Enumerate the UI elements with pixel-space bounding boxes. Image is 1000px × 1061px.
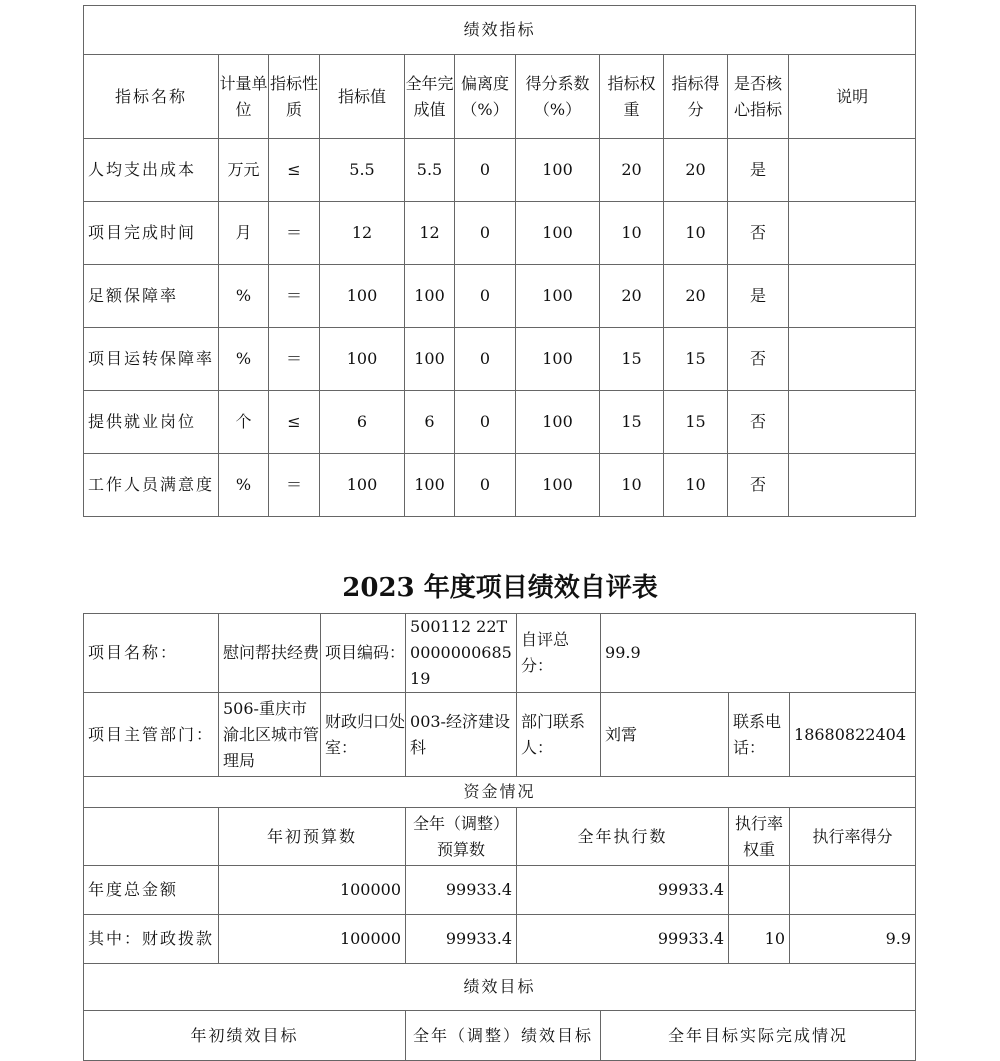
table-row [84, 139, 916, 202]
phone-label: 联系电话： [729, 693, 790, 777]
funding-executed: 99933.4 [517, 915, 729, 964]
indicator-unit: % [219, 454, 269, 517]
header-note: 说明 [789, 55, 916, 139]
indicator-section-title: 绩效指标 [84, 6, 916, 55]
indicator-nature: ＝ [269, 454, 320, 517]
header-actual: 全年完成值 [405, 55, 455, 139]
phone-value: 18680822404 [790, 693, 916, 777]
performance-indicator-table [83, 5, 916, 517]
indicator-score: 10 [664, 454, 728, 517]
indicator-target: 5.5 [320, 139, 405, 202]
indicator-target: 100 [320, 265, 405, 328]
table-row [84, 202, 916, 265]
header-core: 是否核心指标 [728, 55, 789, 139]
funding-initial: 100000 [219, 866, 406, 915]
indicator-unit: 个 [219, 391, 269, 454]
project-code-value: 500112 22T000000068519 [406, 614, 517, 693]
table-row [84, 866, 916, 915]
indicator-name: 项目完成时间 [84, 202, 219, 265]
header-exec-rate-weight: 执行率权重 [729, 808, 790, 866]
indicator-core: 否 [728, 202, 789, 265]
header-executed: 全年执行数 [517, 808, 729, 866]
indicator-weight: 10 [600, 202, 664, 265]
contact-label: 部门联系人： [517, 693, 601, 777]
goals-header-row [84, 1011, 916, 1061]
indicator-nature: ≤ [269, 139, 320, 202]
indicator-coefficient: 100 [516, 391, 600, 454]
indicator-coefficient: 100 [516, 454, 600, 517]
funding-section-title: 资金情况 [84, 777, 916, 808]
project-name-label: 项目名称： [84, 614, 219, 693]
header-initial-budget: 年初预算数 [219, 808, 406, 866]
table-row [84, 328, 916, 391]
indicator-score: 20 [664, 265, 728, 328]
goal-initial-header: 年初绩效目标 [84, 1011, 406, 1061]
indicator-score: 10 [664, 202, 728, 265]
indicator-score: 15 [664, 391, 728, 454]
header-indicator-name: 指标名称 [84, 55, 219, 139]
indicator-core: 是 [728, 139, 789, 202]
indicator-unit: % [219, 265, 269, 328]
funding-row-label: 其中：财政拨款 [84, 915, 219, 964]
indicator-nature: ＝ [269, 202, 320, 265]
indicator-weight: 15 [600, 391, 664, 454]
funding-row-label: 年度总金额 [84, 866, 219, 915]
dept-value: 506-重庆市渝北区城市管理局 [219, 693, 321, 777]
indicator-nature: ＝ [269, 265, 320, 328]
goals-section-title: 绩效目标 [84, 964, 916, 1011]
indicator-nature: ≤ [269, 391, 320, 454]
indicator-note [789, 202, 916, 265]
project-info-row [84, 614, 916, 693]
indicator-actual: 100 [405, 454, 455, 517]
goal-actual-header: 全年目标实际完成情况 [601, 1011, 916, 1061]
table-row [84, 454, 916, 517]
header-deviation: 偏离度（%） [455, 55, 516, 139]
indicator-core: 否 [728, 454, 789, 517]
contact-value: 刘霄 [601, 693, 729, 777]
indicator-actual: 100 [405, 265, 455, 328]
indicator-actual: 6 [405, 391, 455, 454]
funding-rate-weight: 10 [729, 915, 790, 964]
indicator-unit: % [219, 328, 269, 391]
indicator-coefficient: 100 [516, 265, 600, 328]
indicator-weight: 15 [600, 328, 664, 391]
indicator-score: 20 [664, 139, 728, 202]
funding-header-row [84, 808, 916, 866]
indicator-note [789, 265, 916, 328]
indicator-note [789, 454, 916, 517]
indicator-actual: 5.5 [405, 139, 455, 202]
table-row [84, 915, 916, 964]
table-row [84, 265, 916, 328]
indicator-nature: ＝ [269, 328, 320, 391]
funding-adjusted: 99933.4 [406, 915, 517, 964]
funding-executed: 99933.4 [517, 866, 729, 915]
department-info-row [84, 693, 916, 777]
indicator-target: 6 [320, 391, 405, 454]
indicator-name: 工作人员满意度 [84, 454, 219, 517]
indicator-unit: 万元 [219, 139, 269, 202]
self-evaluation-table [83, 613, 916, 1061]
indicator-coefficient: 100 [516, 139, 600, 202]
header-score: 指标得分 [664, 55, 728, 139]
goal-adjusted-header: 全年（调整）绩效目标 [406, 1011, 601, 1061]
header-target: 指标值 [320, 55, 405, 139]
project-code-label: 项目编码： [321, 614, 406, 693]
indicator-core: 是 [728, 265, 789, 328]
indicator-target: 12 [320, 202, 405, 265]
header-unit: 计量单位 [219, 55, 269, 139]
indicator-name: 人均支出成本 [84, 139, 219, 202]
funding-rate-score [790, 866, 916, 915]
indicator-deviation: 0 [455, 202, 516, 265]
indicator-target: 100 [320, 454, 405, 517]
indicator-unit: 月 [219, 202, 269, 265]
header-adjusted-budget: 全年（调整）预算数 [406, 808, 517, 866]
indicator-core: 否 [728, 391, 789, 454]
self-score-value: 99.9 [601, 614, 916, 693]
funding-rate-weight [729, 866, 790, 915]
funding-adjusted: 99933.4 [406, 866, 517, 915]
indicator-deviation: 0 [455, 454, 516, 517]
indicator-coefficient: 100 [516, 328, 600, 391]
header-nature: 指标性质 [269, 55, 320, 139]
header-weight: 指标权重 [600, 55, 664, 139]
indicator-deviation: 0 [455, 139, 516, 202]
finance-office-label: 财政归口处室： [321, 693, 406, 777]
indicator-core: 否 [728, 328, 789, 391]
indicator-score: 15 [664, 328, 728, 391]
header-exec-rate-score: 执行率得分 [790, 808, 916, 866]
indicator-note [789, 139, 916, 202]
indicator-deviation: 0 [455, 328, 516, 391]
indicator-deviation: 0 [455, 391, 516, 454]
indicator-actual: 100 [405, 328, 455, 391]
funding-initial: 100000 [219, 915, 406, 964]
funding-rate-score: 9.9 [790, 915, 916, 964]
form-title: 2023 年度项目绩效自评表 [342, 573, 658, 603]
indicator-weight: 10 [600, 454, 664, 517]
indicator-name: 项目运转保障率 [84, 328, 219, 391]
indicator-actual: 12 [405, 202, 455, 265]
indicator-weight: 20 [600, 265, 664, 328]
funding-header-blank [84, 808, 219, 866]
indicator-deviation: 0 [455, 265, 516, 328]
indicator-note [789, 328, 916, 391]
table-row [84, 391, 916, 454]
indicator-weight: 20 [600, 139, 664, 202]
indicator-name: 足额保障率 [84, 265, 219, 328]
indicator-coefficient: 100 [516, 202, 600, 265]
indicator-target: 100 [320, 328, 405, 391]
self-score-label: 自评总分： [517, 614, 601, 693]
indicator-name: 提供就业岗位 [84, 391, 219, 454]
indicator-note [789, 391, 916, 454]
finance-office-value: 003-经济建设科 [406, 693, 517, 777]
project-name-value: 慰问帮扶经费 [219, 614, 321, 693]
dept-label: 项目主管部门： [84, 693, 219, 777]
header-coefficient: 得分系数（%） [516, 55, 600, 139]
